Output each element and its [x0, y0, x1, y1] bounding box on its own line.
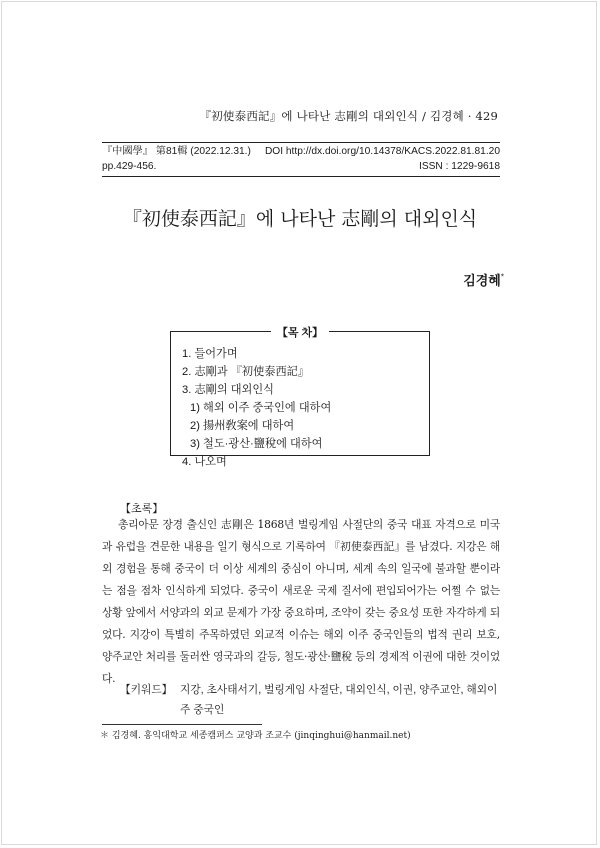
table-of-contents	[170, 327, 430, 468]
toc-item: 4. 나오며	[182, 456, 227, 468]
author-name: 김경혜	[463, 273, 501, 288]
toc-item: 2. 志剛과 『初使泰西記』	[182, 366, 310, 378]
toc-subitem: 2) 揚州敎案에 대하여	[190, 420, 295, 432]
footnote-rule	[102, 724, 262, 725]
toc-heading: 【목 차】	[271, 327, 329, 339]
keywords-text: 지강, 초사태서기, 벌링게임 사절단, 대외인식, 이권, 양주교안, 해외이주 중국인	[180, 684, 498, 716]
abstract-heading: 【초록】	[120, 503, 164, 515]
author	[463, 270, 504, 289]
author-footnote-mark: *	[500, 272, 504, 282]
abstract-text: 총리아문 장경 출신인 志剛은 1868년 벌링게임 사절단의 중국 대표 자격으로 미국과 유럽을 견문한 내용을 일기 형식으로 기록하여 『初使泰西記』를 남겼다. 지강은 해외 경험을 통해 중국이 더 이상 세계의 중심이 아니며, 세계 속의 일국에 불과할 뿐이라는 점을 점차 인식하게 되었다. 중국이 새로운 국제 질서에 편입되어가는 어쩔 수 없는 상황 앞에서 서양과의 외교 문제가 가장 중요하며, 조약이 갖는 중요성 또한 자각하게 되었다. 지강이 특별히 주목하였던 외교적 이슈는 해외 이주 중국인들의 법적 권리 보호, 양주교안 처리를 둘러싼 영국과의 갈등, 철도·광산·鹽稅 등의 경제적 이권에 대한 것이었다.	[102, 518, 500, 685]
toc-item: 1. 들어가며	[182, 348, 238, 360]
paper-title: 『初使泰西記』에 나타난 志剛의 대외인식	[122, 208, 478, 230]
toc-item: 3. 志剛의 대외인식	[182, 384, 274, 396]
publication-info	[102, 142, 500, 177]
doi-link[interactable]: DOI http://dx.doi.org/10.14378/KACS.2022.81.81.20	[264, 146, 500, 157]
page-range: pp.429-456.	[102, 161, 157, 172]
toc-subitem: 1) 해외 이주 중국인에 대하여	[190, 402, 332, 414]
toc-subitem: 3) 철도·광산·鹽稅에 대하여	[190, 438, 323, 450]
journal-info: 『中國學』 第81輯 (2022.12.31.)	[102, 146, 251, 157]
keywords-label: 【키워드】	[120, 684, 173, 696]
footnote: ＊ 김경혜. 홍익대학교 세종캠퍼스 교양과 조교수 (jinqinghui@hanmail.net)	[100, 731, 411, 741]
running-head: 『初使泰西記』에 나타난 志剛의 대외인식 / 김경혜 · 429	[199, 109, 498, 123]
keywords	[102, 680, 502, 720]
issn: ISSN : 1229-9618	[419, 161, 500, 172]
